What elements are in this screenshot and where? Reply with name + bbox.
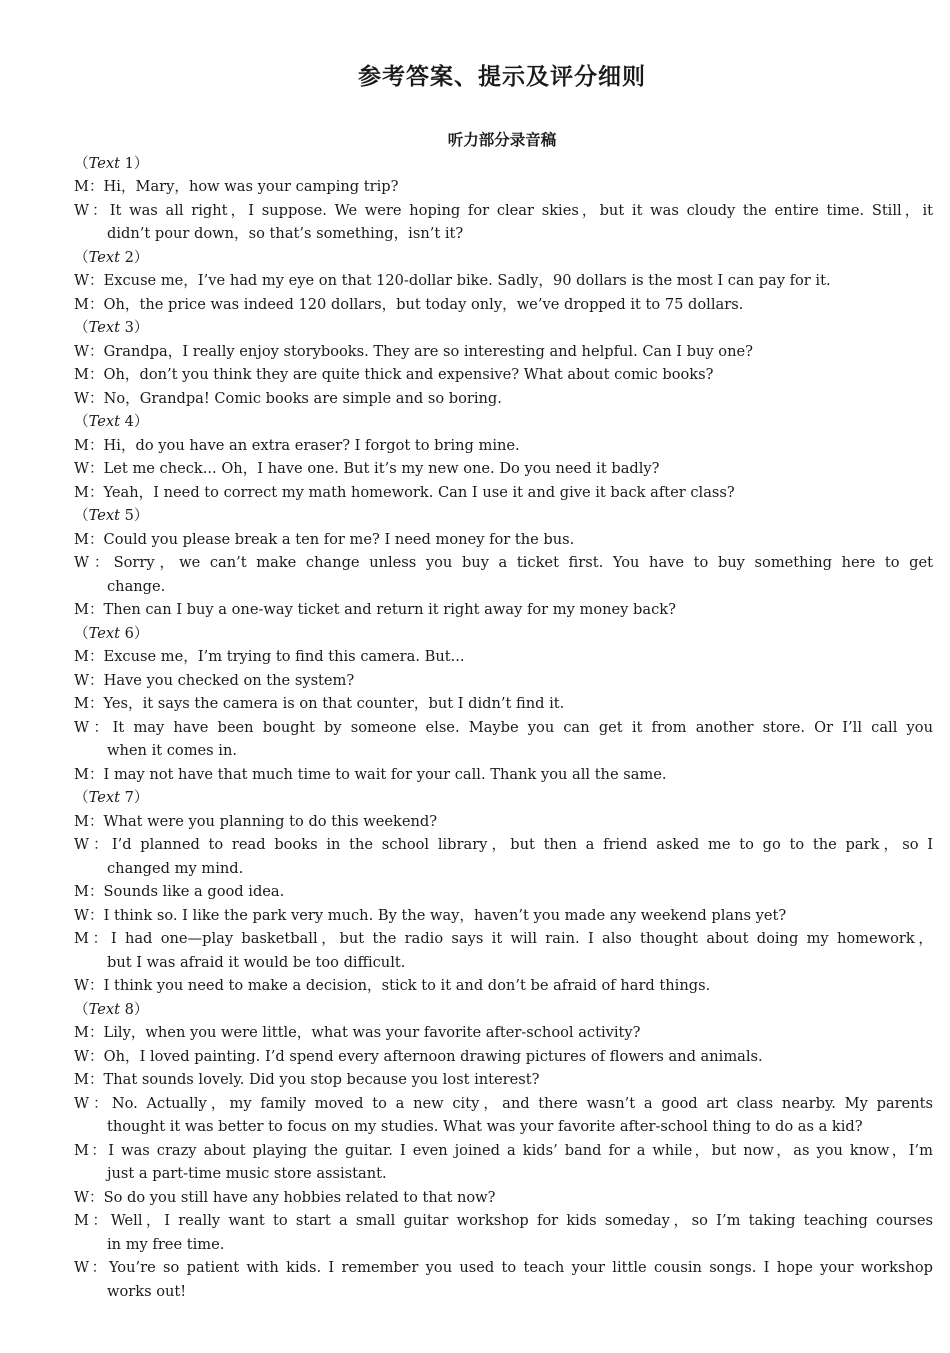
dialogue-text: Lily，when you were little，what was your favorite after-school activity?: [103, 1024, 641, 1041]
dialogue-text: So do you still have any hobbies related to that now?: [103, 1188, 496, 1206]
speaker-label: M：: [74, 765, 104, 783]
dialogue-text: I’d planned to read books in the school library，but then a friend asked me to go to the park，so I: [111, 836, 933, 853]
text-label-word: Text: [88, 1000, 120, 1018]
text-label-number: 6）: [119, 624, 149, 642]
dialogue-text: I was crazy about playing the guitar. I even joined a kids’ band for a while，but now，as you know，I’m: [108, 1141, 933, 1159]
speaker-label: M：: [74, 648, 104, 665]
speaker-label: W：: [74, 906, 104, 924]
speaker-label: M：: [74, 483, 104, 501]
dialogue-text: Oh，don’t you think they are quite thick and expensive? What about comic books?: [103, 366, 714, 383]
dialogue-line: [74, 880, 933, 904]
dialogue-line: [74, 692, 933, 716]
speaker-label: M：: [74, 436, 104, 454]
dialogue-line: [74, 810, 933, 834]
dialogue-text: You’re so patient with kids. I remember you used to teach your little cousin songs. I hope your workshop: [108, 1259, 933, 1276]
speaker-label: W：: [74, 272, 104, 289]
text-label-word: Text: [88, 154, 120, 172]
dialogue-line: [74, 199, 933, 223]
dialogue-text: Sorry，we can’t make change unless you buy a ticket first. You have to buy something here to get: [113, 554, 933, 571]
dialogue-text: No. Actually，my family moved to a new city，and there wasn’t a good art class nearby. My parents: [111, 1094, 933, 1112]
dialogue-text: What were you planning to do this weekend?: [103, 812, 438, 830]
text-label: [74, 410, 933, 434]
dialogue-text: Oh，I loved painting. I’d spend every afternoon drawing pictures of flowers and animals.: [103, 1047, 763, 1065]
text-label: [74, 504, 933, 528]
dialogue-line: [74, 1186, 933, 1210]
dialogue-line: [74, 1092, 933, 1116]
speaker-label: M：: [74, 930, 111, 947]
dialogue-line: [74, 645, 933, 669]
speaker-label: W：: [74, 389, 104, 407]
text-label: [74, 998, 933, 1022]
dialogue-line-continuation: thought it was better to focus on my studies. What was your favorite after-school thing to do as a kid?: [107, 1118, 863, 1135]
dialogue-line: [74, 363, 933, 387]
dialogue-line: [74, 269, 933, 293]
speaker-label: M：: [74, 366, 104, 383]
dialogue-text: Could you please break a ten for me? I need money for the bus.: [103, 530, 575, 548]
speaker-label: M：: [74, 1212, 111, 1229]
dialogue-text: Oh，the price was indeed 120 dollars，but today only，we’ve dropped it to 75 dollars.: [103, 295, 744, 313]
dialogue-line: [74, 387, 933, 411]
text-label-number: 4）: [119, 413, 149, 430]
dialogue-text: I think so. I like the park very much. By the way，haven’t you made any weekend plans yet?: [103, 906, 787, 924]
text-label-open: （: [74, 624, 89, 642]
dialogue-line: [74, 927, 933, 951]
dialogue-text: Grandpa，I really enjoy storybooks. They are so interesting and helpful. Can I buy one?: [103, 342, 753, 360]
section-title: 听力部分录音稿: [447, 131, 557, 149]
dialogue-line-continuation: just a part-time music store assistant.: [107, 1165, 387, 1182]
text-label-number: 1）: [119, 154, 149, 172]
dialogue-line: [74, 293, 933, 317]
dialogue-line-continuation: when it comes in.: [107, 742, 238, 759]
text-label: [74, 152, 933, 176]
dialogue-line: [74, 1139, 933, 1163]
dialogue-text: Excuse me，I’m trying to find this camera. But...: [103, 648, 465, 665]
speaker-label: W：: [74, 836, 112, 853]
dialogue-line: [74, 974, 933, 998]
text-label-open: （: [74, 154, 89, 172]
text-label-word: Text: [88, 248, 120, 266]
dialogue-line: [74, 457, 933, 481]
dialogue-text: I think you need to make a decision，stick to it and don’t be afraid of hard things.: [103, 977, 711, 994]
dialogue-line: [74, 528, 933, 552]
dialogue-text: Yeah，I need to correct my math homework. Can I use it and give it back after class?: [103, 483, 735, 501]
dialogue-line: [74, 904, 933, 928]
speaker-label: M：: [74, 1024, 104, 1041]
dialogue-line-continuation: didn’t pour down，so that’s something，isn’t it?: [107, 225, 464, 242]
speaker-label: M：: [74, 178, 104, 195]
dialogue-line-continuation: changed my mind.: [107, 859, 244, 877]
text-label-number: 2）: [119, 248, 149, 266]
speaker-label: W：: [74, 671, 104, 689]
dialogue-text: Yes，it says the camera is on that counter，but I didn’t find it.: [103, 695, 565, 712]
speaker-label: M：: [74, 883, 104, 900]
speaker-label: M：: [74, 1071, 104, 1088]
dialogue-text: That sounds lovely. Did you stop because you lost interest?: [103, 1071, 540, 1088]
dialogue-line: [74, 434, 933, 458]
speaker-label: M：: [74, 295, 104, 313]
dialogue-line: [74, 763, 933, 787]
dialogue-line: [74, 669, 933, 693]
dialogue-text: Sounds like a good idea.: [103, 883, 285, 900]
dialogue-line-continuation: but I was afraid it would be too difficult.: [107, 953, 406, 971]
dialogue-text: Then can I buy a one-way ticket and return it right away for my money back?: [103, 601, 676, 618]
text-label: [74, 316, 933, 340]
speaker-label: W：: [74, 554, 114, 571]
dialogue-text: Let me check... Oh，I have one. But it’s my new one. Do you need it badly?: [103, 460, 660, 477]
dialogue-line: [74, 716, 933, 740]
dialogue-text: Excuse me，I’ve had my eye on that 120-dollar bike. Sadly，90 dollars is the most I can pay for it.: [103, 272, 831, 289]
dialogue-text: I had one—play basketball，but the radio says it will rain. I also thought about doing my homework，: [110, 930, 933, 947]
speaker-label: W：: [74, 718, 113, 736]
dialogue-text: Have you checked on the system?: [103, 671, 355, 689]
dialogue-line: [74, 481, 933, 505]
text-label: [74, 622, 933, 646]
dialogue-line: [74, 833, 933, 857]
speaker-label: W：: [74, 1094, 112, 1112]
text-label-open: （: [74, 248, 89, 266]
dialogue-line: [74, 340, 933, 364]
dialogue-line: [74, 175, 933, 199]
dialogue-text: No，Grandpa! Comic books are simple and so boring.: [103, 389, 502, 407]
speaker-label: M：: [74, 601, 104, 618]
text-label-word: Text: [88, 507, 120, 524]
text-label: [74, 786, 933, 810]
speaker-label: W：: [74, 977, 104, 994]
dialogue-line: [74, 1021, 933, 1045]
dialogue-line: [74, 598, 933, 622]
text-label: [74, 246, 933, 270]
speaker-label: M：: [74, 530, 104, 548]
text-label-word: Text: [88, 789, 120, 806]
speaker-label: W：: [74, 1188, 104, 1206]
dialogue-line-continuation: in my free time.: [107, 1235, 225, 1253]
dialogue-text: Hi，Mary，how was your camping trip?: [103, 178, 399, 195]
text-label-open: （: [74, 789, 89, 806]
text-label-open: （: [74, 1000, 89, 1018]
dialogue-text: It may have been bought by someone else. Maybe you can get it from another store. Or I’ll call you: [112, 718, 933, 736]
speaker-label: W：: [74, 1047, 104, 1065]
dialogue-text: Hi，do you have an extra eraser? I forgot to bring mine.: [103, 436, 520, 454]
dialogue-line: [74, 1068, 933, 1092]
dialogue-line: [74, 1256, 933, 1280]
page-title: 参考答案、提示及评分细则: [358, 64, 646, 90]
dialogue-text: Well，I really want to start a small guitar workshop for kids someday，so I’m taking teaching courses: [110, 1212, 933, 1229]
dialogue-text: It was all right，I suppose. We were hoping for clear skies，but it was cloudy the entire time. Still，it: [109, 201, 933, 219]
speaker-label: W：: [74, 460, 104, 477]
text-label-open: （: [74, 507, 89, 524]
text-label-number: 8）: [119, 1000, 149, 1018]
dialogue-line: [74, 1209, 933, 1233]
speaker-label: W：: [74, 1259, 109, 1276]
dialogue-line: [74, 1045, 933, 1069]
speaker-label: M：: [74, 812, 104, 830]
listening-transcript: [74, 152, 933, 1304]
dialogue-line: [74, 551, 933, 575]
text-label-open: （: [74, 319, 89, 336]
speaker-label: W：: [74, 342, 104, 360]
speaker-label: W：: [74, 201, 110, 219]
dialogue-text: I may not have that much time to wait for your call. Thank you all the same.: [103, 765, 667, 783]
dialogue-line-continuation: works out!: [107, 1282, 187, 1300]
dialogue-line-continuation: change.: [107, 577, 166, 595]
text-label-word: Text: [88, 624, 120, 642]
text-label-number: 5）: [119, 507, 149, 524]
text-label-number: 7）: [119, 789, 149, 806]
speaker-label: M：: [74, 695, 104, 712]
text-label-word: Text: [88, 319, 120, 336]
speaker-label: M：: [74, 1141, 109, 1159]
text-label-word: Text: [88, 413, 120, 430]
text-label-open: （: [74, 413, 89, 430]
text-label-number: 3）: [119, 319, 149, 336]
